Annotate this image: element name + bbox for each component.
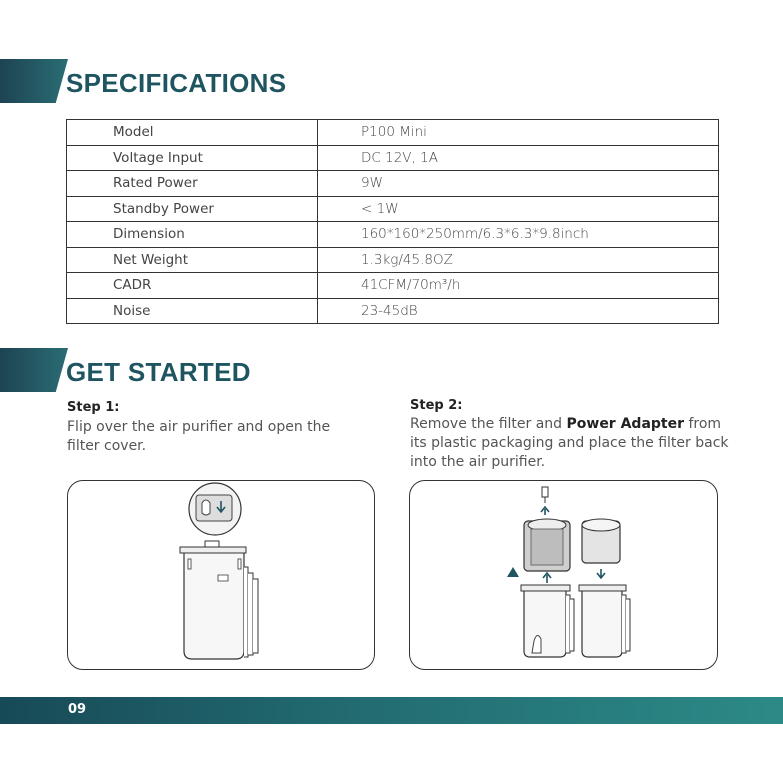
table-row: [67, 171, 719, 197]
spec-key: Model: [67, 120, 318, 146]
step-2-instructions: [410, 415, 730, 472]
power-adapter-icon: [542, 487, 548, 497]
step-2-illustration: [409, 480, 718, 670]
table-row: [67, 145, 719, 171]
specifications-heading: SPECIFICATIONS: [66, 68, 287, 98]
spec-key: Standby Power: [67, 196, 318, 222]
step-1-instructions: Flip over the air purifier and open the filter cover.: [67, 419, 331, 454]
spec-value: DC 12V, 1A: [318, 145, 719, 171]
step-2-label: Step 2:: [410, 398, 463, 413]
step-1-label: Step 1:: [67, 400, 120, 415]
get-started-heading: GET STARTED: [66, 357, 251, 387]
table-row: [67, 273, 719, 299]
step-1-illustration: [67, 480, 375, 670]
spec-key: Net Weight: [67, 247, 318, 273]
purifier-flip-illustration: [68, 481, 376, 671]
step-2-text-part: Remove the filter and: [410, 416, 567, 432]
footer-bar: [0, 697, 783, 724]
filter-replacement-illustration: [410, 481, 719, 671]
specifications-table: [66, 119, 719, 324]
spec-key: Rated Power: [67, 171, 318, 197]
step-2-text-part: from its plastic packaging and place the filter back into the air purifier.: [410, 416, 729, 470]
spec-value: < 1W: [318, 196, 719, 222]
table-row: [67, 222, 719, 248]
table-row: [67, 196, 719, 222]
power-adapter-emphasis: Power Adapter: [566, 416, 685, 432]
spec-value: 160*160*250mm/6.3*6.3*9.8inch: [318, 222, 719, 248]
section-tab-decoration: [0, 59, 68, 103]
spec-value: 41CFM/70m³/h: [318, 273, 719, 299]
spec-value: P100 Mini: [318, 120, 719, 146]
spec-key: Dimension: [67, 222, 318, 248]
table-row: [67, 247, 719, 273]
spec-key: Noise: [67, 298, 318, 324]
warning-icon: [507, 567, 519, 577]
table-row: [67, 298, 719, 324]
spec-key: Voltage Input: [67, 145, 318, 171]
page-number: 09: [68, 702, 87, 717]
spec-value: 23-45dB: [318, 298, 719, 324]
table-row: [67, 120, 719, 146]
section-tab-decoration: [0, 348, 68, 392]
spec-value: 1.3kg/45.8OZ: [318, 247, 719, 273]
spec-value: 9W: [318, 171, 719, 197]
hand-icon: [202, 500, 210, 515]
spec-key: CADR: [67, 273, 318, 299]
